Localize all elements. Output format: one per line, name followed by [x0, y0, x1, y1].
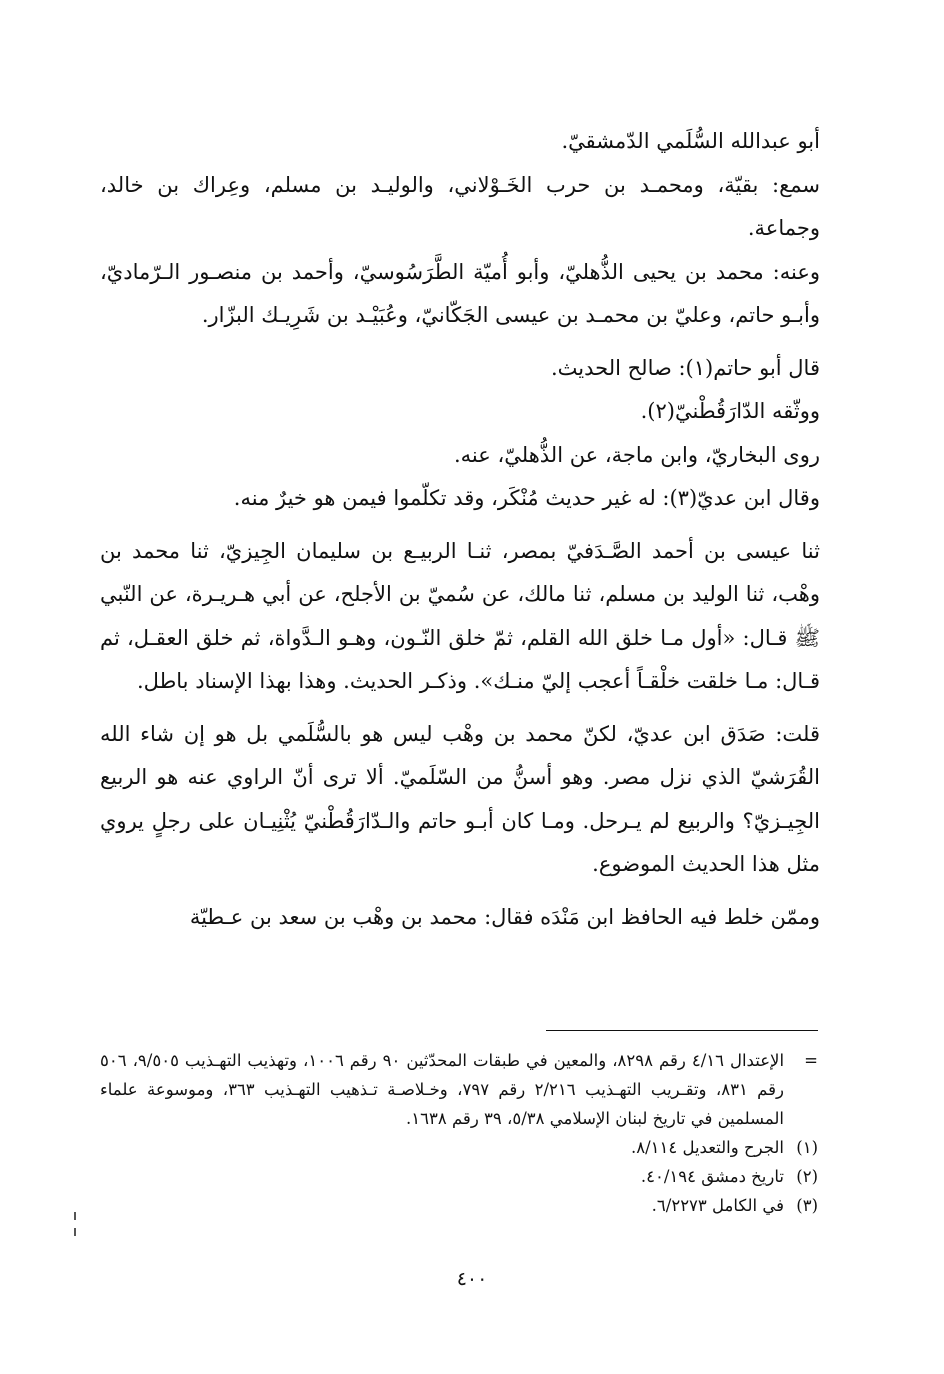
- footnote-text: الإعتدال ٤/١٦ رقم ٨٢٩٨، والمعين في طبقات المحدّثين ٩٠ رقم ١٠٠٦، وتهذيب التهـذيب ٩/٥٠٥، ٥٠٦ رقم ٨٣١، وتقـريب التهـذيب ٢/٢١٦ رقم ٧٩٧، وخـلاصـة تـذهيب التهـذيب ٣٦٣، وموسوعة علماء المسلمين في تاريخ لبنان الإسلامي ٥/٣٨، ٣٩ رقم ١٦٣٨.: [100, 1051, 785, 1128]
- paragraph-name-line: أبو عبدالله السُّلَمي الدّمشقيّ.: [561, 129, 820, 153]
- footnote-text: في الكامل ٦/٢٢٧٣.: [651, 1196, 784, 1215]
- footnote-mark: =: [804, 1051, 818, 1070]
- footnote-2: [100, 1162, 818, 1191]
- paragraph-comment: قلت: صَدَق ابن عديّ، لكنّ محمد بن وهْب ليس هو بالسُّلَمي بل هو إن شاء الله القُرَشيّ الذي نزل مصر. وهو أسنُّ من السّلَميّ. ألا ترى أنّ الراوي عنه هو الربيع الجِيـزيّ؟ والربيع لم يـرحل. ومـا كان أبـو حاتم والـدّارَقُطْنيّ يُثْنِيـان على رجلٍ يروي مثل هذا الحديث الموضوع.: [100, 721, 820, 876]
- paragraph-hadith: ثنا عيسى بن أحمد الصَّـدَفيّ بمصر، ثنـا الربيـع بن سليمان الجِيزيّ، ثنا محمد بن وهْب، ثنا الوليد بن مسلم، ثنا مالك، عن سُميّ بن الأجلح، عن أبي هـريـرة، عن النّبي ﷺ قـال: «أول مـا خلق الله القلم، ثمّ خلق النّـون، وهـو الـدَّواة، ثم خلق العقـل، ثم قـال: مـا خلقت خلْقـاً أعجب إليّ منـك». وذكـر الحديث. وهذا بهذا الإسناد باطل.: [100, 538, 820, 693]
- footnote-mark: (٢): [796, 1167, 818, 1186]
- footnote-continued: [100, 1046, 818, 1133]
- page-number: ٤٠٠: [456, 1268, 488, 1290]
- footnotes: [100, 1046, 818, 1220]
- paragraph-narrators: روى البخاريّ، وابن ماجة، عن الذُّهليّ، عنه.: [453, 442, 820, 467]
- footnote-mark: (١): [796, 1138, 818, 1157]
- footnote-separator: [546, 1030, 818, 1031]
- footnote-1: [100, 1133, 818, 1162]
- footnote-3: [100, 1191, 818, 1220]
- paragraph-students: وعنه: محمد بن يحيى الذُّهليّ، وأبو أُميّة الطَّرَسُوسيّ، وأحمد بن منصـور الـرّماديّ، وأبـو حاتم، وعليّ بن محمـد بن عيسى الجَكّانيّ، وعُبَيْـد بن شَرِيـك البزّار.: [100, 259, 820, 327]
- paragraph-ibn-mandah: وممّن خلط فيه الحافظ ابن مَنْدَه فقال: محمد بن وهْب بن سعد بن عـطيّة: [189, 904, 820, 929]
- paragraph-ibn-adi: وقال ابن عديّ(٣): له غير حديث مُنْكَر، وقد تكلّموا فيمن هو خيرٌ منه.: [233, 486, 820, 510]
- scan-mark: [74, 1228, 76, 1236]
- footnote-mark: (٣): [796, 1196, 818, 1215]
- paragraph-abu-hatim: قال أبو حاتم(١): صالح الحديث.: [550, 355, 820, 380]
- footnote-text: الجرح والتعديل ٨/١١٤.: [630, 1138, 784, 1157]
- paragraph-teachers: سمع: بقيّة، ومحمـد بن حرب الخَـوْلاني، والوليـد بن مسلم، وعِراك بن خالد، وجماعة.: [100, 172, 820, 240]
- main-text: [100, 120, 820, 939]
- footnote-text: تاريخ دمشق ٤٠/١٩٤.: [640, 1167, 784, 1186]
- scan-mark: [74, 1212, 76, 1220]
- paragraph-daraqutni: ووثّقه الدّارَقُطْنيّ(٢).: [640, 399, 820, 423]
